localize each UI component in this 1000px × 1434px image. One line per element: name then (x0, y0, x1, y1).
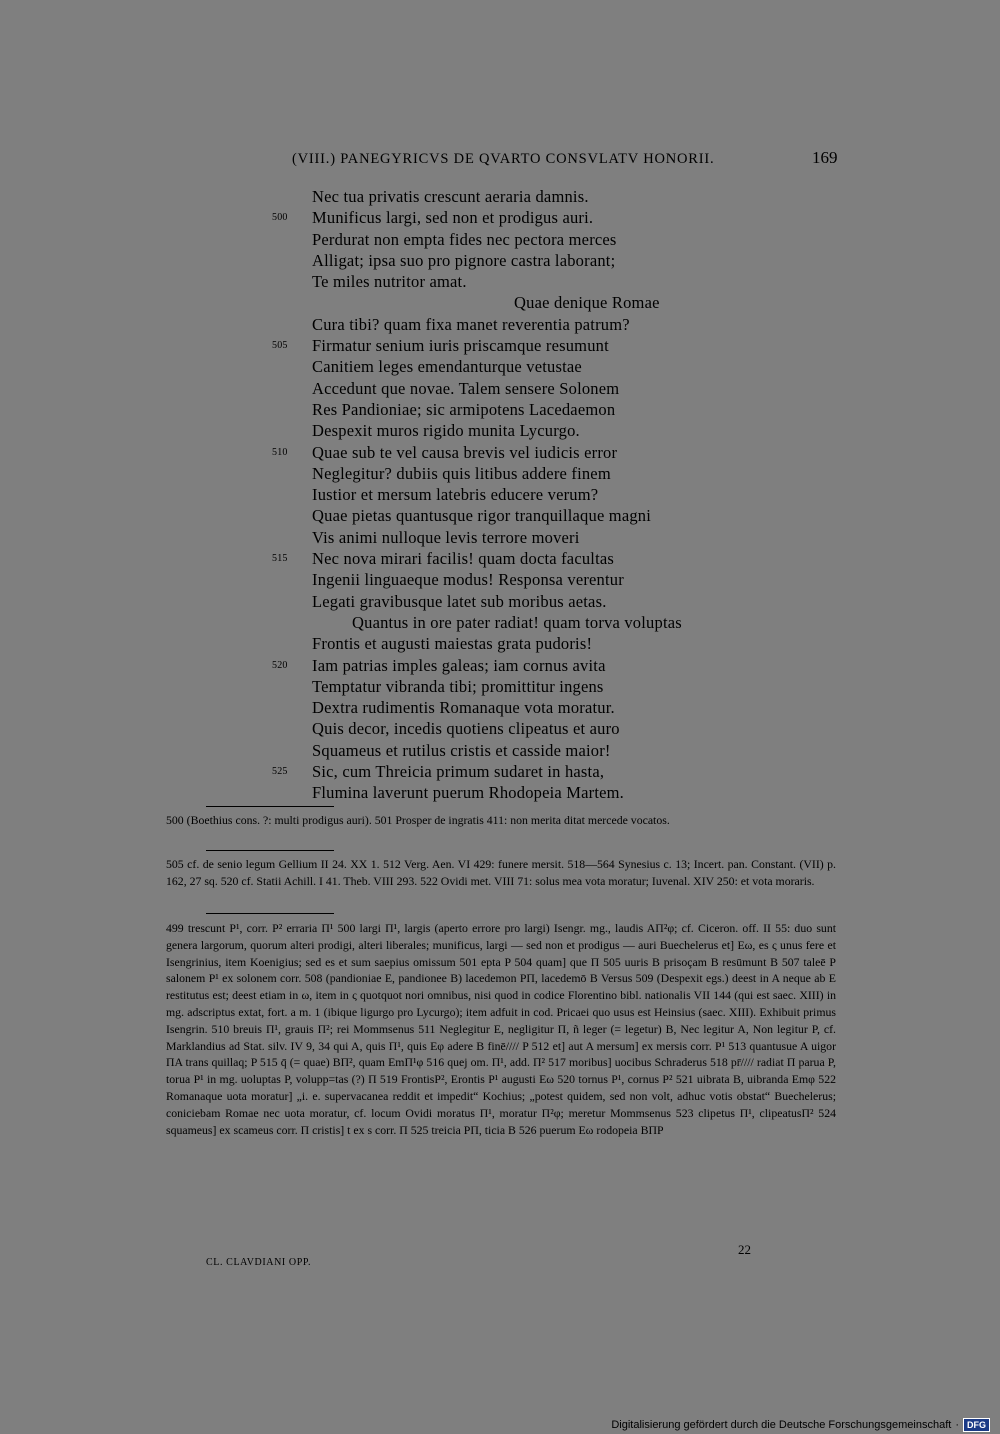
line-number: 500 (272, 212, 288, 224)
poem-line (312, 399, 782, 420)
verse-text: Te miles nutritor amat. (312, 272, 467, 292)
poem-line (312, 676, 782, 697)
verse-text: Neglegitur? dubiis quis litibus addere finem (312, 463, 611, 483)
separator: · (955, 1419, 959, 1431)
digitization-note: Digitalisierung gefördert durch die Deutsche Forschungsgemeinschaft (611, 1419, 952, 1431)
dfg-logo: DFG (963, 1418, 990, 1432)
poem-line (312, 591, 782, 612)
verse-text: Nec tua privatis crescunt aeraria damnis. (312, 187, 589, 206)
verse-text: Firmatur senium iuris priscamque resumunt (312, 336, 609, 356)
line-number: 520 (272, 659, 288, 671)
verse-text: Munificus largi, sed non et prodigus auri. (312, 208, 594, 228)
poem-line (312, 314, 782, 335)
poem-line (312, 292, 782, 313)
poem-line (312, 229, 782, 250)
poem-line (312, 697, 782, 718)
line-number: 515 (272, 553, 288, 565)
poem-line (272, 335, 782, 356)
line-number: 510 (272, 446, 288, 458)
verse-text: Perdurat non empta fides nec pectora merces (312, 229, 617, 249)
poem-line (312, 782, 782, 803)
divider (206, 850, 334, 851)
poem-line (312, 271, 782, 292)
poem-text (272, 186, 782, 804)
verse-text: Frontis et augusti maiestas grata pudoris! (312, 634, 593, 654)
poem-line (312, 740, 782, 761)
sources (166, 856, 836, 890)
critical-apparatus (166, 920, 836, 1138)
poem-line (312, 569, 782, 590)
verse-text: Nec nova mirari facilis! quam docta facultas (312, 549, 615, 569)
testimonia-line: 500 (Boethius cons. ?: multi prodigus auri). 501 Prosper de ingratis 411: non merita ditat mercede vocatos. (166, 813, 670, 827)
poem-line (312, 186, 782, 207)
verse-text: Res Pandioniae; sic armipotens Lacedaemon (312, 399, 616, 419)
poem-line (312, 463, 782, 484)
divider (206, 806, 334, 807)
verse-text: Accedunt que novae. Talem sensere Solonem (312, 378, 620, 398)
divider (206, 913, 334, 914)
printer-signature: CL. CLAVDIANI OPP. (206, 1257, 312, 1268)
poem-line (272, 655, 782, 676)
poem-line (312, 420, 782, 441)
poem-line (312, 505, 782, 526)
verse-text: Quis decor, incedis quotiens clipeatus et auro (312, 719, 620, 739)
poem-line (312, 250, 782, 271)
page-number: 169 (812, 148, 838, 167)
running-header: (VIII.) PANEGYRICVS DE QVARTO CONSVLATV HONORII. (292, 151, 715, 167)
poem-line (312, 378, 782, 399)
poem-line (272, 548, 782, 569)
poem-line (312, 484, 782, 505)
verse-text: Quae denique Romae (514, 293, 660, 313)
verse-text: Canitiem leges emendanturque vetustae (312, 357, 582, 377)
poem-line (312, 527, 782, 548)
verse-text: Despexit muros rigido munita Lycurgo. (312, 421, 580, 441)
verse-text: Vis animi nulloque levis terrore moveri (312, 527, 580, 547)
verse-text: Ingenii linguaeque modus! Responsa verentur (312, 570, 624, 590)
verse-text: Quantus in ore pater radiat! quam torva voluptas (352, 612, 682, 632)
poem-line (312, 633, 782, 654)
verse-text: Sic, cum Threicia primum sudaret in hasta, (312, 762, 605, 782)
verse-text: Cura tibi? quam fixa manet reverentia patrum? (312, 314, 630, 334)
verse-text: Temptatur vibranda tibi; promittitur ingens (312, 676, 604, 696)
poem-line (272, 761, 782, 782)
line-number: 525 (272, 766, 288, 778)
verse-text: Quae sub te vel causa brevis vel iudicis error (312, 442, 618, 462)
poem-line (312, 612, 782, 633)
testimonia (166, 812, 836, 829)
poem-line (312, 356, 782, 377)
verse-text: Quae pietas quantusque rigor tranquillaque magni (312, 506, 652, 526)
sheet-number: 22 (738, 1242, 751, 1257)
verse-text: Iustior et mersum latebris educere verum? (312, 485, 599, 505)
sources-line: 505 cf. de senio legum Gellium II 24. XX 1. 512 Verg. Aen. VI 429: funere mersit. 518—564 Synesius c. 13; Incert. pan. Constant. (VII) p. 162, 27 sq. 520 cf. Statii Achill. I 41. Theb. VIII 293. 522 Ovidi met. VIII 71: solus mea vota moratur; Iuvenal. XIV 250: et vota moraris. (166, 857, 836, 888)
apparatus-text: 499 trescunt P¹, corr. P² erraria Π¹ 500 largi Π¹, largis (aperto errore pro largi) Isengr. mg., laudis AΠ²φ; cf. Ciceron. off. II 55: duo sunt genera largorum, quorum alteri prodigi, alteri liberales; munificus, largi — sed non et prodigus — auri Buechelerus et] Eω, es ς unus fere et Isengrinius, item Koenigius; sed es et sum saepius omissum 501 epta P 504 quam] que Π 505 uuris B prisoçam B resūmunt B 507 taleē P salonem P¹ ex solonem corr. 508 (pandioniae E, pandionee B) lacedemon PΠ, lacedemō B Versus 509 (Despexit egs.) deest in A neque ab E restitutus est; deest etiam in ω, item in ς quotquot nori omnibus, nisi quod in codice Florentino bibl. nationalis VII 144 (qui est saec. XIII) in mg. adscriptus extat, fort. a m. 1 (ibique ligurgo pro Lycurgo); item adfuit in cod. Pricaei quo usus est Heinsius (saec. XIII). Exhibuit primus Isengrin. 510 breuis Π¹, grauis Π²; rei Mommsenus 511 Neglegitur E, negligitur Π, ñ leger (= legetur) B, Nec legitur A, Non legitur P, cf. Marklandius ad Stat. silv. IV 9, 34 qui A, quis Π¹, quis Eφ adere B finē//// P 512 et] aut A mersum] ex mersis corr. P¹ 513 quantusue A uigor ΠA trans quillaq; P 515 q̄ (= quae) BΠ², quam EmΠ¹φ 516 quej om. Π¹, add. Π² 517 moribus] uocibus Schraderus 518 pr̄//// radiat Π parua P, torua P¹ in mg. uoluptas P, volupp=tas (?) Π 519 FrontisP², Erontis P¹ augusti Eω 520 tornus P¹, cornus P² 521 uibrata B, uibranda Emφ 522 Romanaque uota moratur] „i. e. supervacanea reddit et impedit“ Kochius; „potest quidem, sed non volt, adhuc votis obstat“ Buechelerus; coniciebam Romae nec uota moratur, cf. locum Ovidi moratus Π¹, moratur Π²φ; meretur Mommsenus 523 clipetus Π¹, clipeatusΠ² 524 squameus] ex scameus corr. Π cristis] t ex s corr. Π 525 treicia PΠ, ticia B 526 puerum Eω rodopeia BΠP (166, 921, 836, 1137)
poem-line (272, 442, 782, 463)
verse-text: Legati gravibusque latet sub moribus aetas. (312, 591, 607, 611)
verse-text: Dextra rudimentis Romanaque vota moratur. (312, 698, 615, 718)
digitization-banner (611, 1418, 990, 1432)
verse-text: Squameus et rutilus cristis et casside maior! (312, 740, 611, 760)
verse-text: Iam patrias imples galeas; iam cornus avita (312, 655, 606, 675)
poem-line (312, 718, 782, 739)
line-number: 505 (272, 340, 288, 352)
poem-line (272, 207, 782, 228)
verse-text: Flumina laverunt puerum Rhodopeia Martem. (312, 783, 625, 803)
verse-text: Alligat; ipsa suo pro pignore castra laborant; (312, 250, 616, 270)
